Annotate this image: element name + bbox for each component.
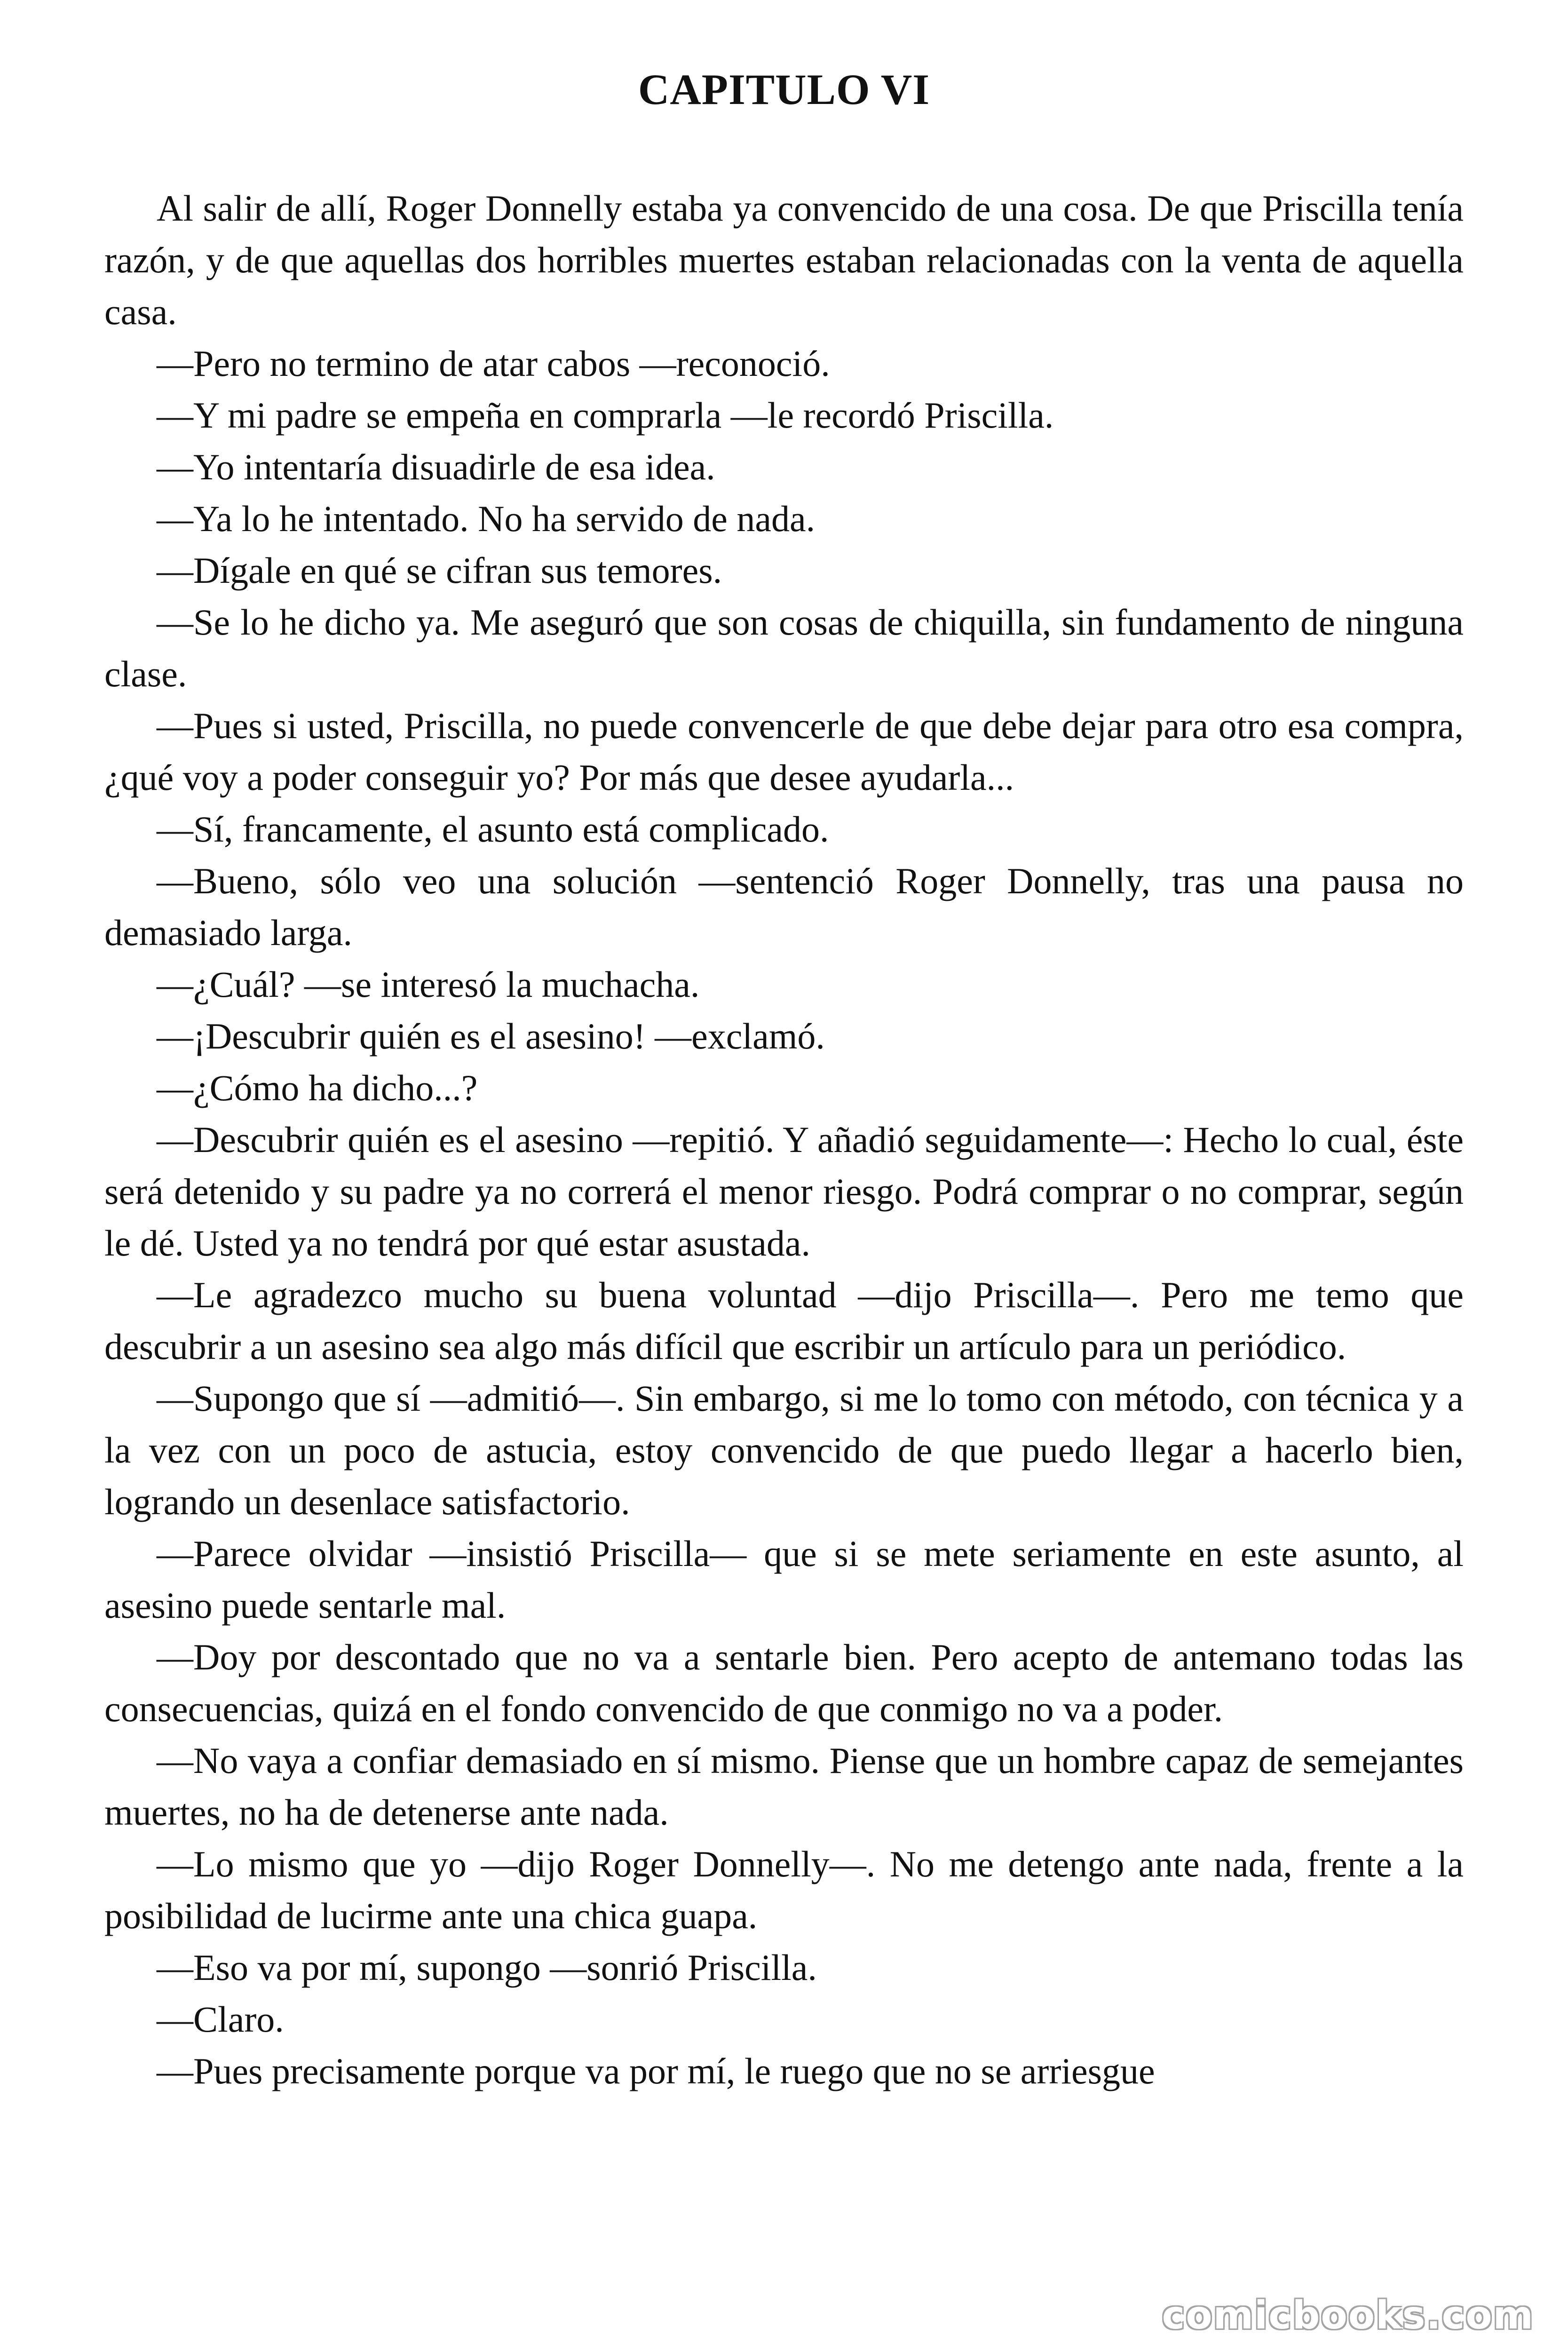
paragraph: —Dígale en qué se cifran sus temores. [157,550,722,591]
chapter-body [104,183,1464,2097]
paragraph: —Lo mismo que yo —dijo Roger Donnelly—. No me detengo ante nada, frente a la posibilidad de lucirme ante una chica guapa. [104,1843,1464,1936]
paragraph: —Sí, francamente, el asunto está complicado. [157,809,829,850]
paragraph: —¿Cuál? —se interesó la muchacha. [157,964,700,1005]
paragraph: —Se lo he dicho ya. Me aseguró que son cosas de chiquilla, sin fundamento de ninguna clase. [104,602,1464,694]
site-watermark: comicbooks.com [1162,2293,1534,2338]
paragraph: —¡Descubrir quién es el asesino! —exclamó. [157,1016,825,1057]
paragraph: —Pero no termino de atar cabos —reconoció. [157,343,830,384]
paragraph: —Bueno, sólo veo una solución —sentenció Roger Donnelly, tras una pausa no demasiado larga. [104,860,1464,953]
paragraph: —No vaya a confiar demasiado en sí mismo. Piense que un hombre capaz de semejantes muertes, no ha de detenerse ante nada. [104,1740,1464,1833]
paragraph: —Supongo que sí —admitió—. Sin embargo, si me lo tomo con método, con técnica y a la vez con un poco de astucia, estoy convencido de que puedo llegar a hacerlo bien, logrando un desenlace satisfactorio. [104,1378,1464,1522]
paragraph: —¿Cómo ha dicho...? [157,1067,478,1108]
paragraph: —Yo intentaría disuadirle de esa idea. [157,446,715,487]
paragraph: —Le agradezco mucho su buena voluntad —dijo Priscilla—. Pero me temo que descubrir a un asesino sea algo más difícil que escribir un artículo para un periódico. [104,1274,1464,1367]
paragraph: —Claro. [157,1999,284,2040]
paragraph: Al salir de allí, Roger Donnelly estaba ya convencido de una cosa. De que Priscilla tenía razón, y de que aquellas dos horribles muertes estaban relacionadas con la venta de aquella casa. [104,188,1464,332]
chapter-title: CAPITULO VI [638,65,930,113]
paragraph: —Y mi padre se empeña en comprarla —le recordó Priscilla. [157,395,1054,436]
paragraph: —Descubrir quién es el asesino —repitió. Y añadió seguidamente—: Hecho lo cual, éste será detenido y su padre ya no correrá el menor riesgo. Podrá comprar o no comprar, según le dé. Usted ya no tendrá por qué estar asustada. [104,1119,1464,1263]
paragraph: —Parece olvidar —insistió Priscilla— que si se mete seriamente en este asunto, al asesino puede sentarle mal. [104,1533,1464,1626]
paragraph: —Eso va por mí, supongo —sonrió Priscilla. [157,1947,817,1988]
paragraph: —Pues precisamente porque va por mí, le ruego que no se arriesgue [157,2050,1155,2091]
paragraph: —Pues si usted, Priscilla, no puede convencerle de que debe dejar para otro esa compra, ¿qué voy a poder conseguir yo? Por más que desee ayudarla... [104,705,1464,798]
paragraph: —Doy por descontado que no va a sentarle bien. Pero acepto de antemano todas las consecuencias, quizá en el fondo convencido de que conmigo no va a poder. [104,1637,1464,1729]
paragraph: —Ya lo he intentado. No ha servido de nada. [157,498,816,539]
